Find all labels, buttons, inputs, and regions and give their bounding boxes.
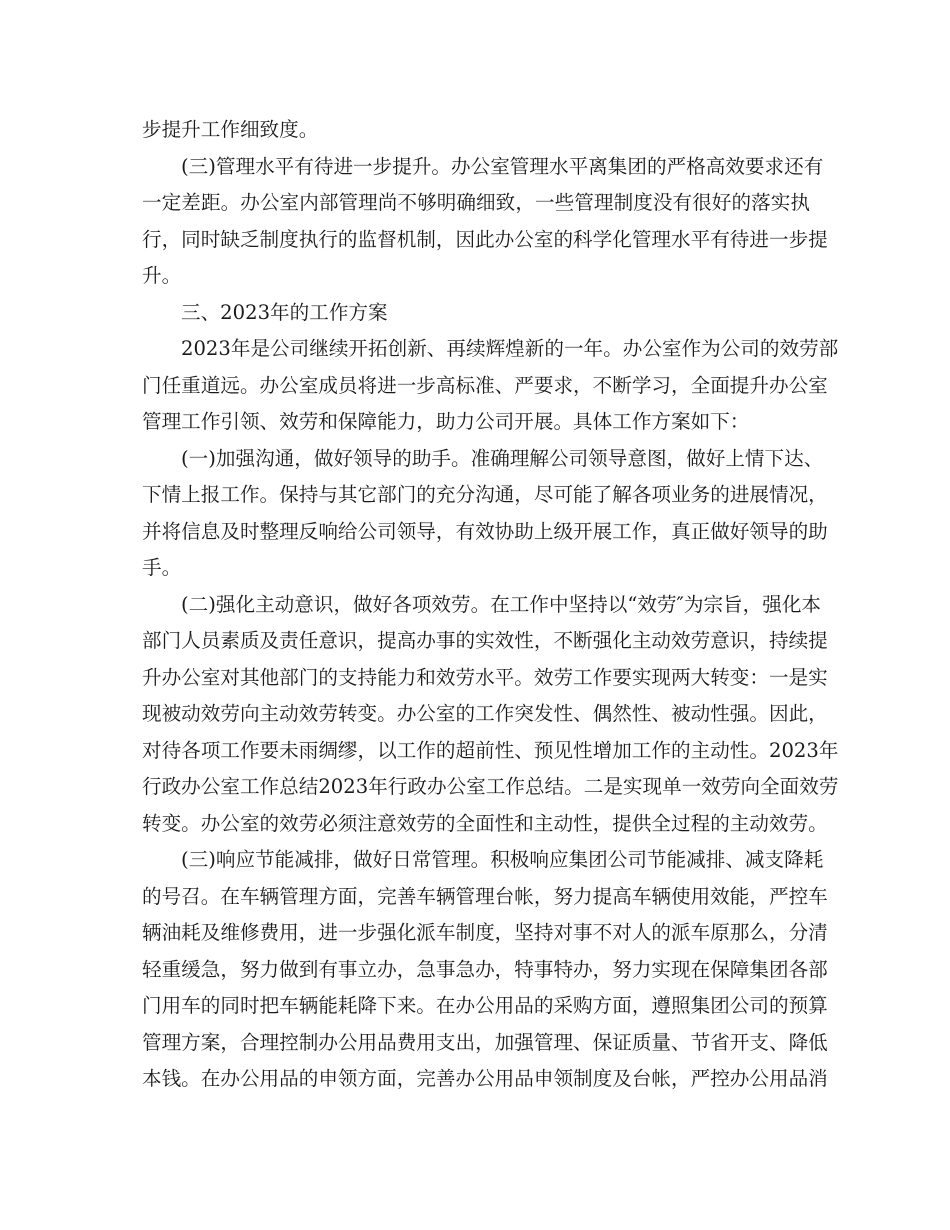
text-line: 本钱。在办公用品的申领方面，完善办公用品申领制度及台帐，严控办公用品消 bbox=[142, 1067, 828, 1090]
text-line: 升办公室对其他部门的支持能力和效劳水平。效劳工作要实现两大转变：一是实 bbox=[142, 665, 828, 689]
text-line: 转变。办公室的效劳必须注意效劳的全面性和主动性，提供全过程的主动效劳。 bbox=[142, 811, 828, 835]
text-line: 现被动效劳向主动效劳转变。办公室的工作突发性、偶然性、被动性强。因此， bbox=[142, 702, 828, 725]
text-line: 一定差距。办公室内部管理尚不够明确细致，一些管理制度没有很好的落实执 bbox=[142, 191, 810, 214]
text-line: (三)管理水平有待进一步提升。办公室管理水平离集团的严格高效要求还有 bbox=[181, 154, 824, 178]
text-line: 2023年是公司继续开拓创新、再续辉煌新的一年。办公室作为公司的效劳部 bbox=[181, 337, 839, 360]
text-line: 部门人员素质及责任意识，提高办事的实效性，不断强化主动效劳意识，持续提 bbox=[142, 629, 828, 652]
text-line: 手。 bbox=[142, 556, 182, 579]
text-line: (二)强化主动意识，做好各项效劳。在工作中坚持以“效劳″为宗旨，强化本 bbox=[181, 592, 822, 616]
text-line: 管理工作引领、效劳和保障能力，助力公司开展。具体工作方案如下： bbox=[142, 410, 750, 433]
text-line: 行政办公室工作总结2023年行政办公室工作总结。二是实现单一效劳向全面效劳 bbox=[142, 775, 839, 798]
text-line: 行，同时缺乏制度执行的监督机制，因此办公室的科学化管理水平有待进一步提 bbox=[142, 227, 828, 251]
text-line: 步提升工作细致度。 bbox=[142, 118, 319, 141]
text-line: 门任重道远。办公室成员将进一步高标准、严要求，不断学习，全面提升办公室 bbox=[142, 373, 828, 397]
text-line: 辆油耗及维修费用，进一步强化派车制度，坚持对事不对人的派车原那么，分清 bbox=[142, 921, 828, 944]
text-line: 升。 bbox=[142, 264, 182, 287]
text-line: 门用车的同时把车辆能耗降下来。在办公用品的采购方面，遵照集团公司的预算 bbox=[142, 994, 828, 1017]
text-line: 管理方案，合理控制办公用品费用支出，加强管理、保证质量、节省开支、降低 bbox=[142, 1030, 828, 1054]
text-line: (一)加强沟通，做好领导的助手。准确理解公司领导意图，做好上情下达、 bbox=[181, 446, 824, 470]
text-line: 对待各项工作要未雨绸缪，以工作的超前性、预见性增加工作的主动性。2023年 bbox=[142, 738, 839, 762]
document-body bbox=[142, 112, 839, 1098]
text-line: 轻重缓急，努力做到有事立办，急事急办，特事特办，努力实现在保障集团各部 bbox=[142, 957, 828, 981]
text-line: 的号召。在车辆管理方面，完善车辆管理台帐，努力提高车辆使用效能，严控车 bbox=[142, 884, 828, 908]
text-line: (三)响应节能减排，做好日常管理。积极响应集团公司节能减排、减支降耗 bbox=[181, 848, 824, 871]
text-line: 并将信息及时整理反响给公司领导，有效协助上级开展工作，真正做好领导的助 bbox=[142, 519, 828, 543]
text-line: 下情上报工作。保持与其它部门的充分沟通，尽可能了解各项业务的进展情况， bbox=[142, 483, 828, 506]
text-line: 三、2023年的工作方案 bbox=[181, 300, 388, 324]
